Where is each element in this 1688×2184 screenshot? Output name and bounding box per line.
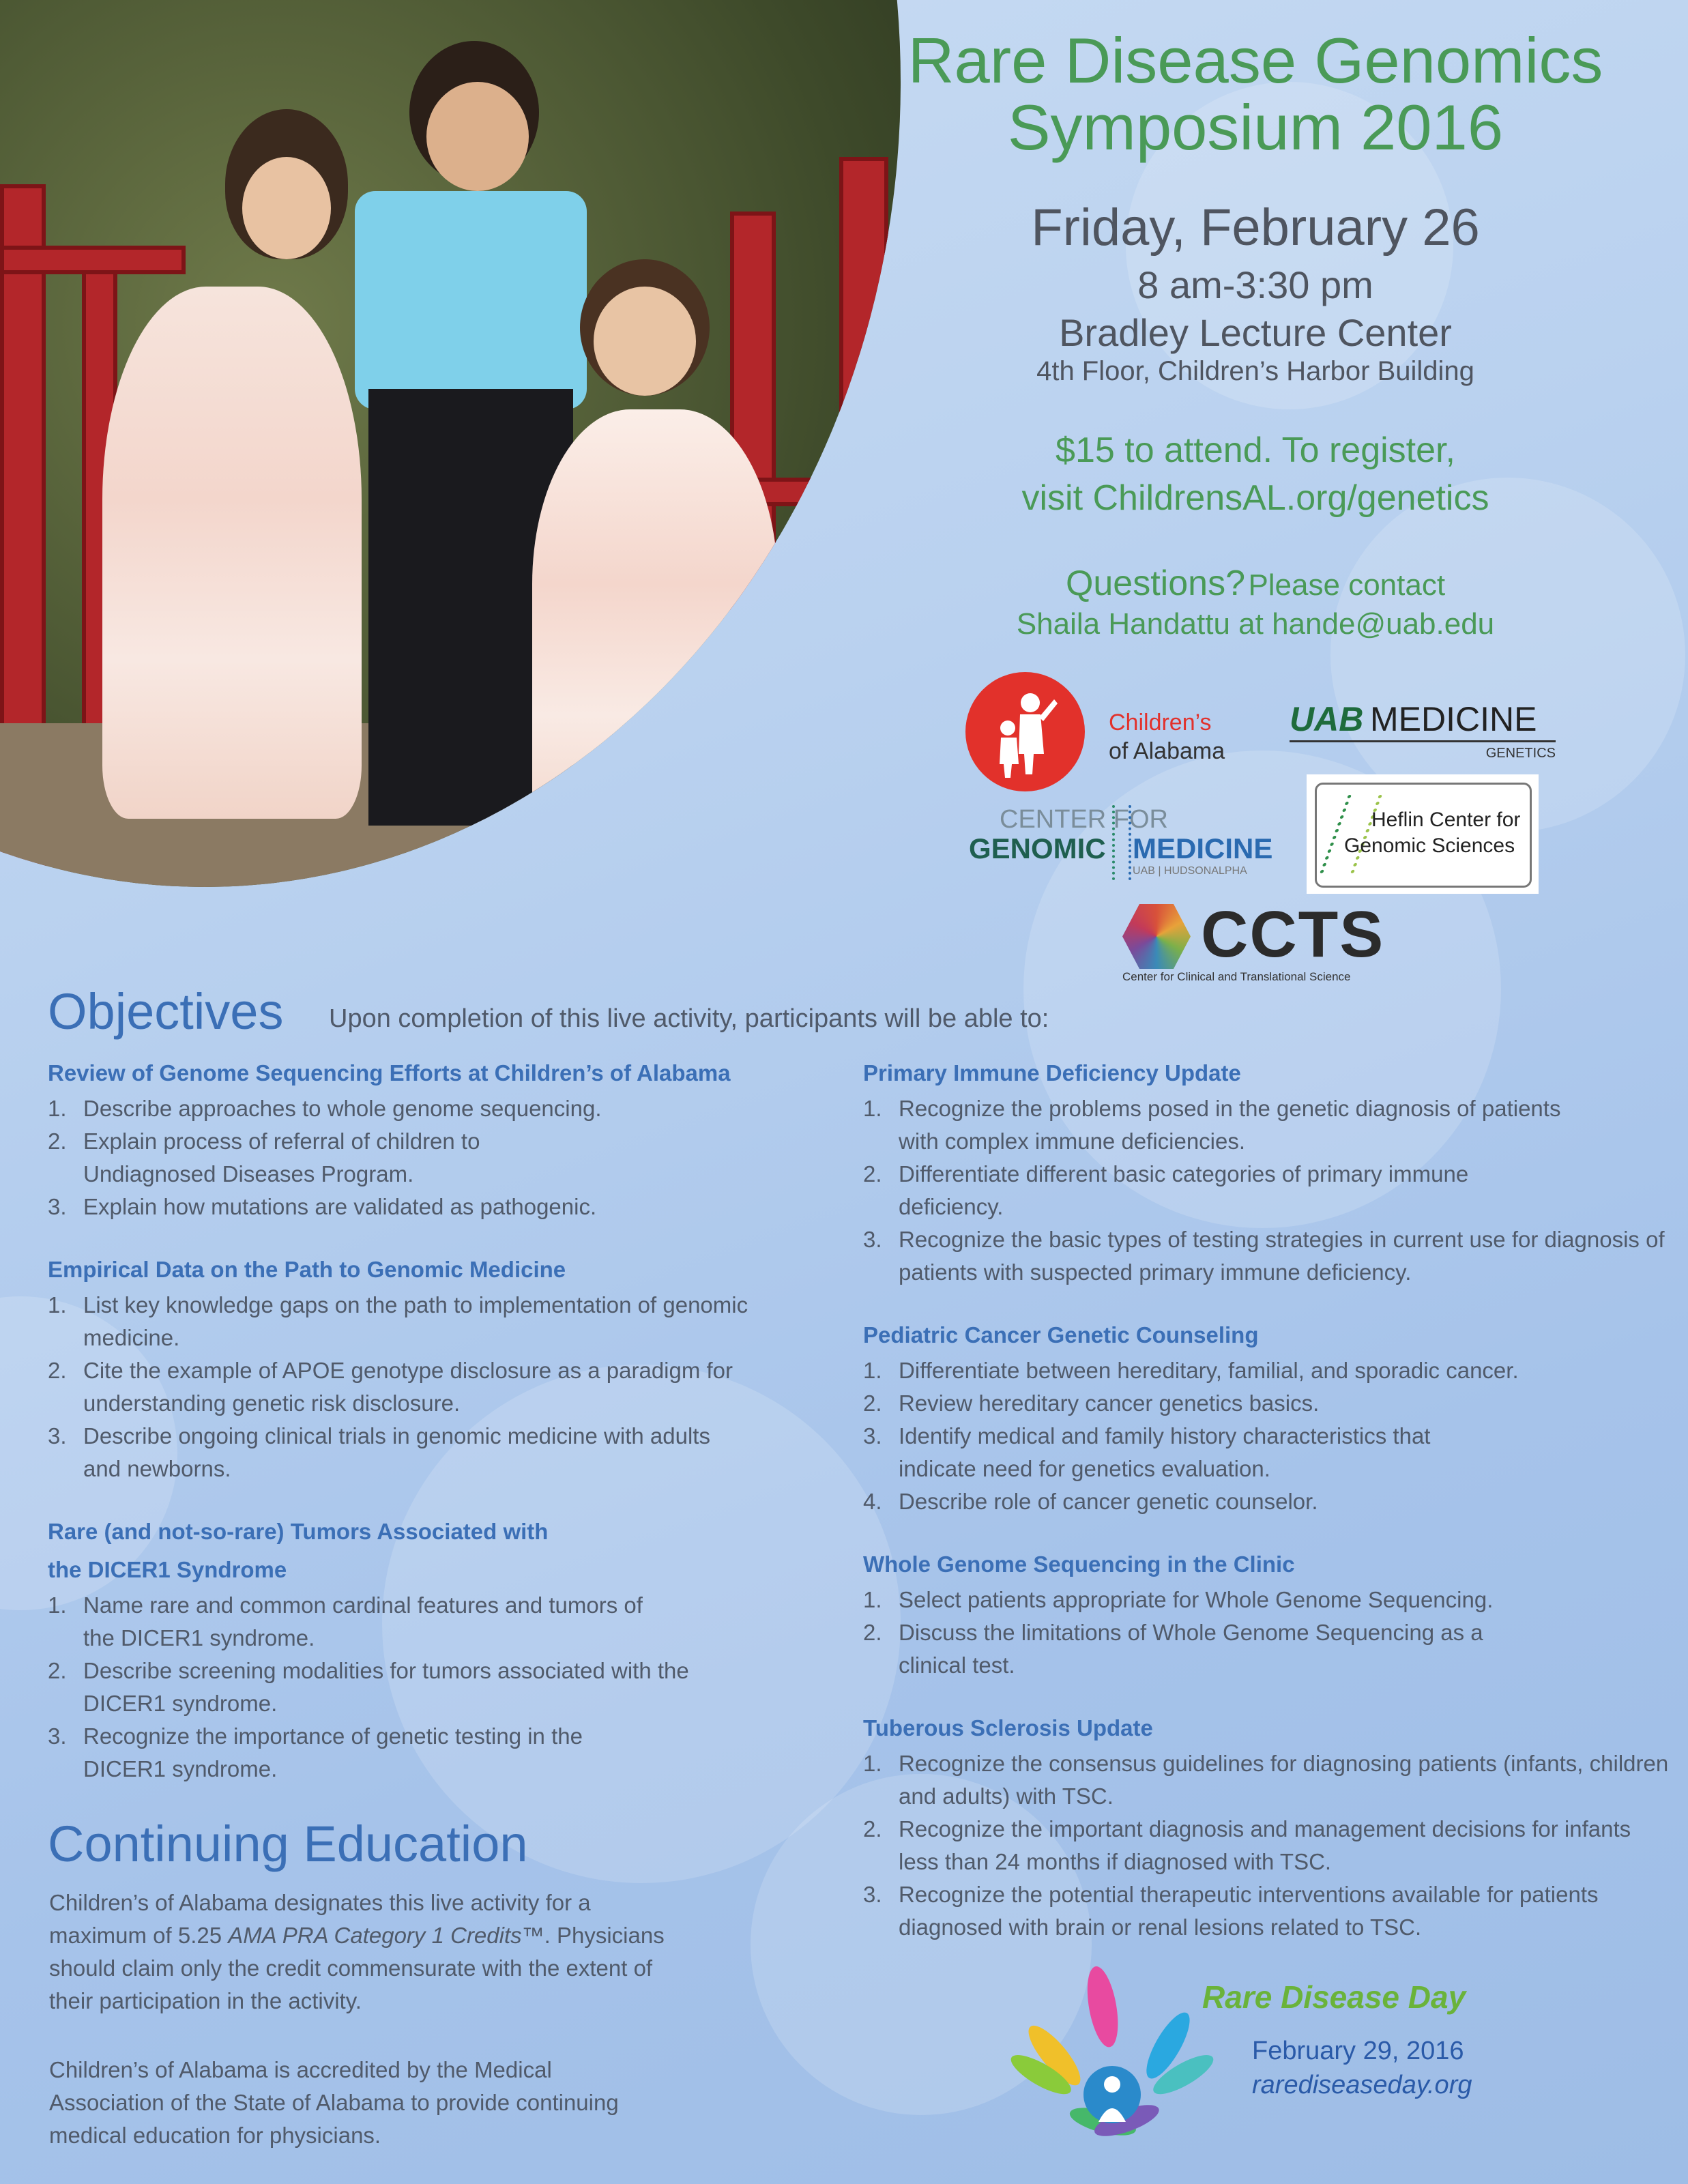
- objective-list: [863, 1747, 1675, 1944]
- cgm-sub: UAB | HUDSONALPHA: [1133, 865, 1247, 877]
- register-link[interactable]: visit ChildrensAL.org/genetics: [1021, 478, 1489, 518]
- girl-right-dress: [532, 409, 778, 846]
- childrens-name-line2: of Alabama: [1109, 738, 1225, 764]
- objective-list: [48, 1289, 805, 1485]
- girl-left-face: [242, 157, 331, 259]
- list-item: [48, 1720, 629, 1786]
- event-venue: Bradley Lecture Center: [1059, 311, 1452, 354]
- list-text: Explain process of referral of children to Undiagnosed Diseases Program.: [83, 1129, 480, 1186]
- event-time: 8 am-3:30 pm: [1137, 263, 1373, 306]
- event-title-line1: Rare Disease Genomics: [907, 25, 1603, 96]
- list-item: [48, 1191, 839, 1223]
- list-number: 3.: [863, 1423, 882, 1448]
- list-number: 4.: [863, 1489, 882, 1514]
- kids-silhouette-icon: [965, 672, 1085, 791]
- rare-disease-day-logo: [1003, 1965, 1221, 2156]
- contact-email[interactable]: Shaila Handattu at hande@uab.edu: [1016, 607, 1495, 641]
- ce-credit-name: AMA PRA Category 1 Credits: [228, 1923, 522, 1948]
- list-item: [863, 1616, 1554, 1682]
- list-text: Recognize the importance of genetic testing in the DICER1 syndrome.: [83, 1723, 583, 1781]
- list-number: 1.: [48, 1096, 67, 1121]
- list-text: Recognize the important diagnosis and management decisions for infants less than 24 months if diagnosed with TSC.: [899, 1816, 1631, 1874]
- uab-medicine-logo: [1290, 699, 1556, 761]
- contact-prefix: Please contact: [1248, 568, 1446, 602]
- list-number: 2.: [863, 1161, 882, 1186]
- objective-title: Whole Genome Sequencing in the Clinic: [863, 1552, 1295, 1577]
- ce-text: Children’s of Alabama designates this live activity for a maximum of 5.25: [49, 1890, 591, 1948]
- ccts-name: CCTS: [1201, 898, 1385, 971]
- list-number: 3.: [48, 1723, 67, 1749]
- objective-list: [48, 1589, 839, 1786]
- list-number: 3.: [48, 1423, 67, 1448]
- continuing-education-heading: Continuing Education: [48, 1816, 528, 1872]
- center-genomic-medicine-logo: [969, 805, 1276, 880]
- list-number: 1.: [863, 1751, 882, 1776]
- objective-group: [863, 1545, 1675, 1682]
- objective-title: Empirical Data on the Path to Genomic Medicine: [48, 1257, 566, 1282]
- list-text: Identify medical and family history characteristics that indicate need for genetics evaluation.: [899, 1423, 1431, 1481]
- list-text: Select patients appropriate for Whole Genome Sequencing.: [899, 1587, 1494, 1612]
- list-text: Discuss the limitations of Whole Genome Sequencing as a clinical test.: [899, 1620, 1483, 1678]
- objective-title: Rare (and not-so-rare) Tumors Associated with the DICER1 Syndrome: [48, 1519, 549, 1582]
- list-number: 3.: [48, 1194, 67, 1219]
- ccts-sub: Center for Clinical and Translational Science: [1122, 970, 1351, 983]
- list-item: [863, 1354, 1675, 1387]
- event-date: Friday, February 26: [1031, 199, 1480, 257]
- girl-left-dress: [102, 287, 362, 819]
- event-venue-detail: 4th Floor, Children’s Harbor Building: [1036, 356, 1474, 386]
- list-number: 3.: [863, 1227, 882, 1252]
- objective-title: Primary Immune Deficiency Update: [863, 1060, 1241, 1086]
- dna-helix-icon: [1112, 805, 1131, 880]
- list-text: Recognize the basic types of testing strategies in current use for diagnosis of patients with suspected primary immune deficiency.: [899, 1227, 1665, 1285]
- ccts-logo: [1122, 898, 1385, 983]
- list-text: Explain how mutations are validated as pathogenic.: [83, 1194, 597, 1219]
- list-item: [863, 1485, 1675, 1518]
- list-number: 1.: [863, 1096, 882, 1121]
- list-item: [863, 1878, 1675, 1944]
- boy-face: [426, 82, 529, 191]
- questions-line: [839, 563, 1672, 604]
- event-title-line2: Symposium 2016: [1007, 91, 1504, 163]
- list-text: Cite the example of APOE genotype disclosure as a paradigm for understanding genetic risk disclosure.: [83, 1358, 733, 1416]
- list-number: 1.: [863, 1587, 882, 1612]
- ce-paragraph-accreditation: Children’s of Alabama is accredited by the Medical Association of the State of Alabama to provide continuing medical education for physicians.: [49, 2057, 619, 2148]
- ce-text: ™. Physicians should claim only the credit commensurate with the extent of their participation in the activity.: [49, 1923, 665, 2013]
- list-text: Recognize the potential therapeutic interventions available for patients diagnosed with brain or renal lesions related to TSC.: [899, 1882, 1599, 1940]
- objective-title: Review of Genome Sequencing Efforts at Children’s of Alabama: [48, 1060, 731, 1086]
- objective-title: Tuberous Sclerosis Update: [863, 1715, 1153, 1741]
- objectives-right-column: [863, 1054, 1675, 1971]
- childrens-logo: [965, 672, 1279, 774]
- uab-mark: UAB: [1290, 700, 1364, 738]
- list-text: Recognize the problems posed in the genetic diagnosis of patients with complex immune deficiencies.: [899, 1096, 1561, 1154]
- list-text: Recognize the consensus guidelines for diagnosing patients (infants, children and adults) with TSC.: [899, 1751, 1669, 1809]
- event-title: [839, 27, 1672, 161]
- list-number: 2.: [863, 1620, 882, 1645]
- event-price: $15 to attend. To register,: [1056, 431, 1455, 470]
- list-number: 1.: [48, 1292, 67, 1317]
- list-number: 2.: [48, 1129, 67, 1154]
- boy-shirt: [355, 191, 587, 409]
- list-number: 1.: [48, 1592, 67, 1618]
- girl-right-face: [594, 287, 696, 396]
- list-item: [48, 1092, 839, 1125]
- objective-group: [863, 1709, 1675, 1944]
- list-text: Describe screening modalities for tumors associated with the DICER1 syndrome.: [83, 1658, 689, 1716]
- objective-group: [48, 1054, 839, 1223]
- cgm-genomic: GENOMIC: [969, 832, 1106, 864]
- list-number: 2.: [863, 1816, 882, 1841]
- list-item: [863, 1420, 1513, 1485]
- rare-disease-day-date: February 29, 2016: [1252, 2037, 1464, 2065]
- objective-group: [863, 1054, 1675, 1289]
- objective-group: [863, 1316, 1675, 1518]
- heflin-line2: Genomic Sciences: [1344, 834, 1515, 857]
- list-text: List key knowledge gaps on the path to implementation of genomic medicine.: [83, 1292, 748, 1350]
- list-text: Describe ongoing clinical trials in genomic medicine with adults and newborns.: [83, 1423, 710, 1481]
- heflin-center-logo: [1307, 774, 1539, 894]
- list-text: Differentiate different basic categories of primary immune deficiency.: [899, 1161, 1469, 1219]
- list-item: [863, 1092, 1581, 1158]
- heflin-line1: Heflin Center for: [1371, 809, 1521, 831]
- bridge-rail: [0, 246, 186, 274]
- uab-genetics-text: GENETICS: [1485, 746, 1556, 761]
- list-number: 3.: [863, 1882, 882, 1907]
- uab-medicine-text: MEDICINE: [1370, 700, 1537, 738]
- list-item: [863, 1158, 1554, 1223]
- list-number: 2.: [48, 1658, 67, 1683]
- cgm-medicine: MEDICINE: [1133, 832, 1273, 864]
- rare-disease-day-title: Rare Disease Day: [1202, 1979, 1466, 2015]
- objective-list: [863, 1584, 1675, 1682]
- questions-label: Questions?: [1065, 564, 1245, 603]
- list-item: [48, 1289, 766, 1354]
- objective-group: [48, 1513, 839, 1786]
- objective-list: [863, 1354, 1675, 1518]
- list-item: [863, 1387, 1675, 1420]
- list-item: [48, 1354, 847, 1420]
- list-item: [863, 1747, 1675, 1813]
- objective-list: [863, 1092, 1675, 1289]
- children-photo: [0, 0, 901, 887]
- ce-paragraph-credits: [49, 1887, 677, 2018]
- hands-flower-icon: [1003, 1965, 1221, 2156]
- list-item: [48, 1125, 602, 1191]
- list-item: [48, 1589, 670, 1655]
- childrens-circle-icon: [965, 672, 1085, 791]
- list-item: [863, 1584, 1675, 1616]
- ccts-hexagon-icon: [1122, 904, 1191, 969]
- list-text: Describe approaches to whole genome sequencing.: [83, 1096, 602, 1121]
- list-text: Review hereditary cancer genetics basics.: [899, 1391, 1320, 1416]
- photo-circle: [0, 0, 901, 887]
- list-text: Name rare and common cardinal features and tumors of the DICER1 syndrome.: [83, 1592, 643, 1650]
- objective-group: [48, 1251, 839, 1485]
- objectives-left-column: [48, 1054, 839, 1813]
- childrens-name-line1: Children’s: [1109, 710, 1212, 736]
- list-item: [48, 1655, 738, 1720]
- uab-divider: [1290, 740, 1556, 742]
- objective-title: Pediatric Cancer Genetic Counseling: [863, 1322, 1259, 1348]
- list-item: [48, 1420, 738, 1485]
- list-number: 2.: [48, 1358, 67, 1383]
- list-text: Describe role of cancer genetic counselor.: [899, 1489, 1318, 1514]
- objectives-heading: Objectives: [48, 983, 284, 1040]
- list-item: [863, 1813, 1675, 1878]
- list-number: 2.: [863, 1391, 882, 1416]
- list-item: [863, 1223, 1675, 1289]
- cgm-line1: CENTER FOR: [1000, 805, 1168, 834]
- rare-disease-day-link[interactable]: rarediseaseday.org: [1252, 2071, 1472, 2099]
- objectives-intro: Upon completion of this live activity, participants will be able to:: [329, 1004, 1049, 1033]
- list-text: Differentiate between hereditary, familial, and sporadic cancer.: [899, 1358, 1519, 1383]
- list-number: 1.: [863, 1358, 882, 1383]
- objective-list: [48, 1092, 839, 1223]
